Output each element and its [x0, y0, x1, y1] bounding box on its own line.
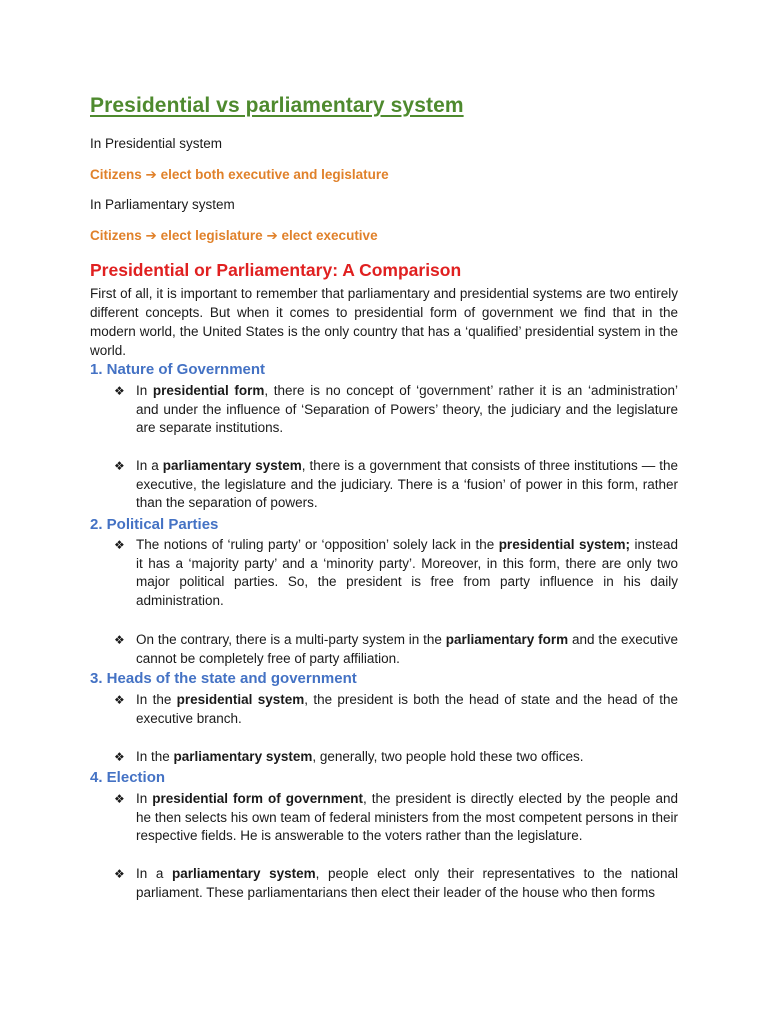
diamond-bullet-icon: ❖ [114, 384, 125, 398]
key-term: presidential system; [498, 537, 630, 552]
key-term: presidential system [176, 692, 305, 707]
bullet-item: ❖ In a parliamentary system, people elect only their representatives to the national parliament. These parliamentarians then elect their leader of the house who then forms [114, 866, 678, 900]
section-heading: 3. Heads of the state and government [90, 670, 357, 687]
bullet-item: ❖ The notions of ‘ruling party’ or ‘opposition’ solely lack in the presidential system; instead it has a ‘majority party’ and a ‘minority party’. Moreover, in this form, there are only two major political parties. So, the president is free from party influence in his daily administration. [114, 537, 678, 608]
key-term: presidential form of government [152, 791, 363, 806]
diamond-bullet-icon: ❖ [114, 633, 125, 647]
diamond-bullet-icon: ❖ [114, 459, 125, 473]
parliamentary-system-label: In Parliamentary system [90, 197, 235, 212]
bullet-item: ❖ In a parliamentary system, there is a government that consists of three institutions — the executive, the legislature and the judiciary. There is a ‘fusion’ of power in this form, rather than the separation of powers. [114, 458, 678, 511]
bullet-item: ❖ In the parliamentary system, generally, two people hold these two offices. [114, 748, 678, 767]
flow-citizens: Citizens [90, 228, 142, 243]
bullet-item: ❖ In the presidential system, the president is both the head of state and the head of the executive branch. [114, 692, 679, 726]
key-term: parliamentary system [171, 866, 316, 881]
diamond-bullet-icon: ❖ [114, 693, 125, 707]
section-heading: 4. Election [90, 769, 166, 786]
parliamentary-flow-line [90, 228, 378, 244]
comparison-intro-paragraph: First of all, it is important to remember that parliamentary and presidential systems are two entirely different concepts. But when it comes to presidential form of government we find that in the modern world, the United States is the only country that has a ‘qualified’ presidential system in the world. [90, 286, 678, 358]
flow-step: elect executive [281, 228, 378, 243]
flow-step: elect legislature [160, 228, 263, 243]
arrow-icon: ➔ [266, 228, 278, 243]
flow-citizens: Citizens [90, 167, 142, 182]
presidential-system-label: In Presidential system [90, 136, 223, 151]
diamond-bullet-icon: ❖ [114, 538, 125, 552]
key-term: parliamentary system [173, 749, 313, 764]
presidential-flow-line [90, 167, 389, 183]
diamond-bullet-icon: ❖ [114, 750, 125, 764]
bullet-item: ❖ On the contrary, there is a multi-party system in the parliamentary form and the executive cannot be completely free of party affiliation. [114, 632, 678, 666]
diamond-bullet-icon: ❖ [114, 867, 125, 881]
bullet-item: ❖ In presidential form, there is no concept of ‘government’ rather it is an ‘administration’ and under the influence of ‘Separation of Powers’ theory, the judiciary and the legislature are separate institutions. [114, 383, 678, 436]
diamond-bullet-icon: ❖ [114, 792, 125, 806]
comparison-heading: Presidential or Parliamentary: A Comparison [90, 260, 462, 280]
arrow-icon: ➔ [145, 228, 157, 243]
key-term: parliamentary form [445, 632, 569, 647]
document-title: Presidential vs parliamentary system [90, 94, 464, 117]
key-term: presidential form [152, 383, 265, 398]
bullet-item: ❖ In presidential form of government, the president is directly elected by the people and he then selects his own team of federal ministers from the most competent persons in their respective fields. He is answerable to the voters rather than the legislature. [114, 791, 679, 844]
arrow-icon: ➔ [145, 167, 157, 182]
section-heading: 2. Political Parties [90, 516, 219, 533]
flow-step: elect both executive and legislature [160, 167, 389, 182]
key-term: parliamentary system [162, 458, 302, 473]
section-heading: 1. Nature of Government [90, 361, 266, 378]
